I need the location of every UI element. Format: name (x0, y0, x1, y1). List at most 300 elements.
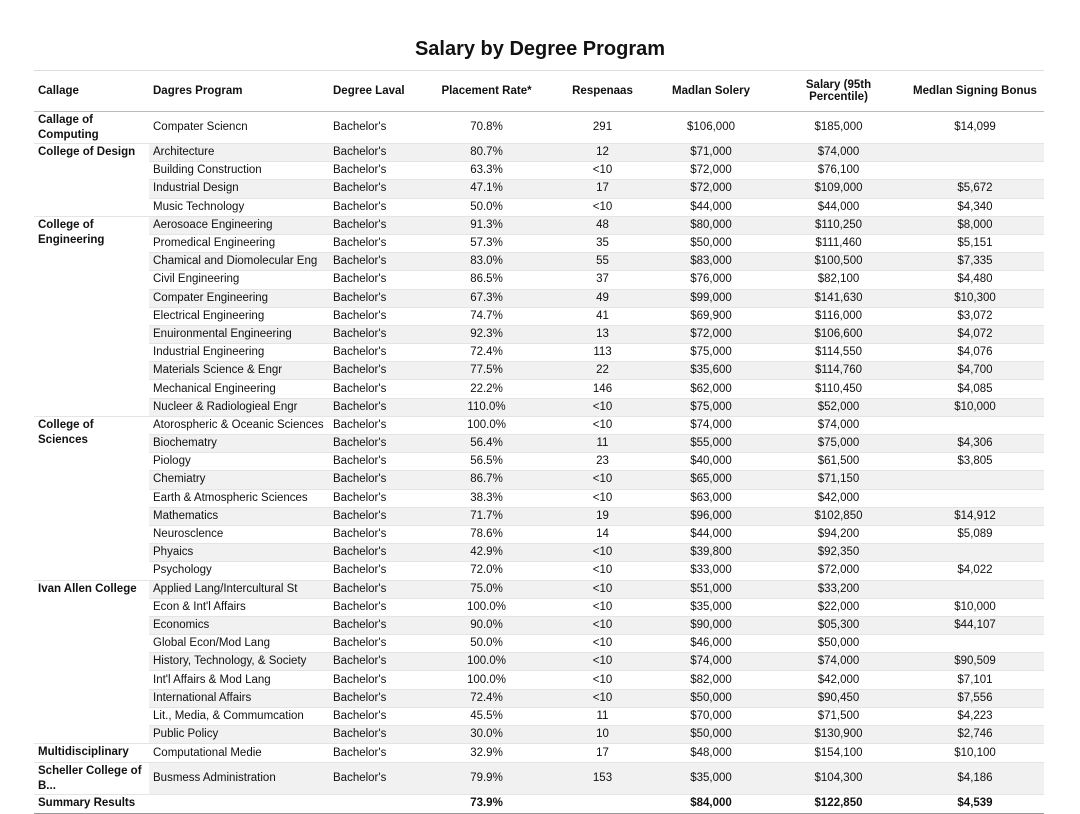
cell-95th-percentile: $61,500 (771, 453, 906, 471)
cell-placement: 100.0% (419, 598, 554, 616)
cell-college: Callage of Computing (34, 112, 149, 144)
cell-signing-bonus: $10,100 (906, 744, 1044, 763)
cell-median-salary: $71,000 (651, 144, 771, 162)
table-row (34, 707, 1044, 725)
col-header-program[interactable]: Dagres Program (149, 71, 329, 112)
cell-median-salary: $33,000 (651, 562, 771, 580)
cell-program: Nucleer & Radiologieal Engr (149, 398, 329, 416)
cell-program: Economics (149, 616, 329, 634)
cell-placement: 72.4% (419, 689, 554, 707)
cell-program: Global Econ/Mod Lang (149, 635, 329, 653)
page-title: Salary by Degree Program (414, 38, 666, 60)
table-row (34, 435, 1044, 453)
cell-placement: 77.5% (419, 362, 554, 380)
summary-responses (554, 795, 651, 813)
cell-signing-bonus (906, 580, 1044, 598)
cell-level: Bachelor's (329, 598, 419, 616)
cell-level: Bachelor's (329, 635, 419, 653)
cell-level: Bachelor's (329, 726, 419, 744)
summary-row (34, 795, 1044, 813)
cell-signing-bonus: $5,089 (906, 525, 1044, 543)
cell-level: Bachelor's (329, 489, 419, 507)
cell-program: Compater Sciencn (149, 112, 329, 144)
table-row (34, 580, 1044, 598)
cell-responses: 49 (554, 289, 651, 307)
cell-signing-bonus: $5,151 (906, 234, 1044, 252)
cell-95th-percentile: $33,200 (771, 580, 906, 598)
cell-placement: 63.3% (419, 162, 554, 180)
table-row (34, 635, 1044, 653)
cell-level: Bachelor's (329, 763, 419, 795)
cell-median-salary: $50,000 (651, 726, 771, 744)
cell-responses: 291 (554, 112, 651, 144)
cell-responses: 35 (554, 234, 651, 252)
cell-responses: <10 (554, 198, 651, 216)
cell-signing-bonus: $10,300 (906, 289, 1044, 307)
cell-median-salary: $70,000 (651, 707, 771, 725)
cell-placement: 50.0% (419, 635, 554, 653)
cell-median-salary: $76,000 (651, 271, 771, 289)
cell-signing-bonus: $3,072 (906, 307, 1044, 325)
cell-level: Bachelor's (329, 380, 419, 398)
cell-median-salary: $39,800 (651, 544, 771, 562)
cell-level: Bachelor's (329, 471, 419, 489)
cell-95th-percentile: $50,000 (771, 635, 906, 653)
cell-level: Bachelor's (329, 144, 419, 162)
cell-95th-percentile: $74,000 (771, 653, 906, 671)
cell-responses: 10 (554, 726, 651, 744)
cell-median-salary: $106,000 (651, 112, 771, 144)
cell-95th-percentile: $94,200 (771, 525, 906, 543)
cell-signing-bonus: $4,186 (906, 763, 1044, 795)
table-row (34, 398, 1044, 416)
cell-program: Earth & Atmospheric Sciences (149, 489, 329, 507)
summary-level (329, 795, 419, 813)
cell-responses: <10 (554, 580, 651, 598)
table-row (34, 653, 1044, 671)
cell-signing-bonus: $7,556 (906, 689, 1044, 707)
cell-signing-bonus: $4,072 (906, 325, 1044, 343)
cell-placement: 56.5% (419, 453, 554, 471)
summary-program (149, 795, 329, 813)
cell-program: History, Technology, & Society (149, 653, 329, 671)
cell-95th-percentile: $42,000 (771, 489, 906, 507)
table-row (34, 253, 1044, 271)
cell-program: International Affairs (149, 689, 329, 707)
cell-responses: 41 (554, 307, 651, 325)
table-row (34, 453, 1044, 471)
cell-signing-bonus (906, 635, 1044, 653)
cell-signing-bonus: $90,509 (906, 653, 1044, 671)
cell-signing-bonus: $4,340 (906, 198, 1044, 216)
table-row (34, 344, 1044, 362)
cell-level: Bachelor's (329, 253, 419, 271)
cell-median-salary: $72,000 (651, 325, 771, 343)
cell-program: Computational Medie (149, 744, 329, 763)
cell-median-salary: $65,000 (651, 471, 771, 489)
table-body (34, 112, 1044, 795)
cell-placement: 57.3% (419, 234, 554, 252)
cell-placement: 80.7% (419, 144, 554, 162)
cell-program: Atorospheric & Oceanic Sciences (149, 416, 329, 434)
cell-placement: 110.0% (419, 398, 554, 416)
table-row (34, 234, 1044, 252)
cell-program: Int'l Affairs & Mod Lang (149, 671, 329, 689)
cell-median-salary: $35,000 (651, 763, 771, 795)
table-row (34, 598, 1044, 616)
table-row (34, 507, 1044, 525)
cell-placement: 56.4% (419, 435, 554, 453)
col-header-level[interactable]: Degree Laval (329, 71, 419, 112)
cell-median-salary: $75,000 (651, 398, 771, 416)
col-header-placement[interactable]: Placement Rate* (419, 71, 554, 112)
cell-95th-percentile: $154,100 (771, 744, 906, 763)
table-row (34, 671, 1044, 689)
table-row (34, 362, 1044, 380)
cell-level: Bachelor's (329, 162, 419, 180)
cell-95th-percentile: $52,000 (771, 398, 906, 416)
cell-95th-percentile: $130,900 (771, 726, 906, 744)
col-header-signing-bonus[interactable]: Medlan Signing Bonus (906, 71, 1044, 112)
table-row (34, 144, 1044, 162)
cell-median-salary: $44,000 (651, 525, 771, 543)
cell-responses: 17 (554, 180, 651, 198)
cell-placement: 70.8% (419, 112, 554, 144)
cell-signing-bonus: $5,672 (906, 180, 1044, 198)
salary-table (34, 70, 1044, 814)
cell-95th-percentile: $110,450 (771, 380, 906, 398)
table-row (34, 180, 1044, 198)
cell-program: Materials Science & Engr (149, 362, 329, 380)
cell-program: Building Construction (149, 162, 329, 180)
cell-level: Bachelor's (329, 216, 419, 234)
cell-placement: 72.0% (419, 562, 554, 580)
cell-median-salary: $83,000 (651, 253, 771, 271)
cell-95th-percentile: $114,550 (771, 344, 906, 362)
cell-responses: 12 (554, 144, 651, 162)
cell-signing-bonus: $2,746 (906, 726, 1044, 744)
cell-program: Industrial Engineering (149, 344, 329, 362)
cell-college: College of Design (34, 144, 149, 217)
summary-median-salary: $84,000 (651, 795, 771, 813)
cell-median-salary: $62,000 (651, 380, 771, 398)
cell-signing-bonus: $14,912 (906, 507, 1044, 525)
cell-median-salary: $40,000 (651, 453, 771, 471)
cell-placement: 42.9% (419, 544, 554, 562)
cell-median-salary: $74,000 (651, 653, 771, 671)
cell-95th-percentile: $71,500 (771, 707, 906, 725)
cell-responses: 19 (554, 507, 651, 525)
cell-median-salary: $51,000 (651, 580, 771, 598)
cell-program: Neurosclence (149, 525, 329, 543)
cell-program: Mechanical Engineering (149, 380, 329, 398)
cell-95th-percentile: $05,300 (771, 616, 906, 634)
cell-level: Bachelor's (329, 671, 419, 689)
col-header-95th-percentile[interactable]: Salary (95th Percentile) (771, 71, 906, 112)
cell-program: Enuironmental Engineering (149, 325, 329, 343)
cell-responses: 13 (554, 325, 651, 343)
cell-median-salary: $50,000 (651, 689, 771, 707)
cell-signing-bonus: $4,306 (906, 435, 1044, 453)
table-row (34, 562, 1044, 580)
cell-placement: 71.7% (419, 507, 554, 525)
cell-95th-percentile: $22,000 (771, 598, 906, 616)
cell-program: Busmess Administration (149, 763, 329, 795)
cell-placement: 100.0% (419, 653, 554, 671)
col-header-college[interactable]: Callage (34, 71, 149, 112)
table-row (34, 112, 1044, 144)
cell-placement: 86.5% (419, 271, 554, 289)
cell-median-salary: $96,000 (651, 507, 771, 525)
cell-median-salary: $82,000 (651, 671, 771, 689)
cell-signing-bonus: $44,107 (906, 616, 1044, 634)
cell-signing-bonus: $4,223 (906, 707, 1044, 725)
cell-responses: <10 (554, 653, 651, 671)
cell-placement: 91.3% (419, 216, 554, 234)
table-row (34, 726, 1044, 744)
table-row (34, 616, 1044, 634)
cell-placement: 30.0% (419, 726, 554, 744)
cell-signing-bonus (906, 489, 1044, 507)
cell-level: Bachelor's (329, 398, 419, 416)
cell-placement: 78.6% (419, 525, 554, 543)
cell-program: Phyaics (149, 544, 329, 562)
cell-placement: 72.4% (419, 344, 554, 362)
cell-program: Architecture (149, 144, 329, 162)
cell-responses: <10 (554, 598, 651, 616)
col-header-median-salary[interactable]: Madlan Solery (651, 71, 771, 112)
table-row (34, 162, 1044, 180)
cell-median-salary: $75,000 (651, 344, 771, 362)
cell-signing-bonus: $8,000 (906, 216, 1044, 234)
cell-responses: <10 (554, 398, 651, 416)
cell-placement: 83.0% (419, 253, 554, 271)
cell-95th-percentile: $72,000 (771, 562, 906, 580)
cell-placement: 74.7% (419, 307, 554, 325)
cell-program: Compater Engineering (149, 289, 329, 307)
cell-level: Bachelor's (329, 707, 419, 725)
cell-median-salary: $69,900 (651, 307, 771, 325)
cell-signing-bonus: $7,335 (906, 253, 1044, 271)
cell-program: Biochematry (149, 435, 329, 453)
cell-95th-percentile: $75,000 (771, 435, 906, 453)
table-row (34, 198, 1044, 216)
cell-program: Mathematics (149, 507, 329, 525)
table-row (34, 489, 1044, 507)
cell-95th-percentile: $102,850 (771, 507, 906, 525)
cell-placement: 67.3% (419, 289, 554, 307)
cell-median-salary: $72,000 (651, 180, 771, 198)
cell-median-salary: $50,000 (651, 234, 771, 252)
cell-95th-percentile: $44,000 (771, 198, 906, 216)
cell-signing-bonus: $4,085 (906, 380, 1044, 398)
cell-responses: 23 (554, 453, 651, 471)
cell-placement: 86.7% (419, 471, 554, 489)
cell-signing-bonus: $10,000 (906, 398, 1044, 416)
cell-responses: <10 (554, 689, 651, 707)
cell-signing-bonus: $3,805 (906, 453, 1044, 471)
cell-95th-percentile: $104,300 (771, 763, 906, 795)
cell-placement: 92.3% (419, 325, 554, 343)
cell-level: Bachelor's (329, 453, 419, 471)
cell-level: Bachelor's (329, 325, 419, 343)
cell-responses: <10 (554, 671, 651, 689)
cell-college: Ivan Allen College (34, 580, 149, 744)
cell-95th-percentile: $74,000 (771, 416, 906, 434)
table-row (34, 325, 1044, 343)
cell-responses: 22 (554, 362, 651, 380)
cell-95th-percentile: $92,350 (771, 544, 906, 562)
cell-signing-bonus: $7,101 (906, 671, 1044, 689)
table-row (34, 471, 1044, 489)
cell-median-salary: $46,000 (651, 635, 771, 653)
summary-95th-percentile: $122,850 (771, 795, 906, 813)
table-row (34, 216, 1044, 234)
cell-level: Bachelor's (329, 744, 419, 763)
cell-placement: 22.2% (419, 380, 554, 398)
cell-level: Bachelor's (329, 562, 419, 580)
cell-level: Bachelor's (329, 307, 419, 325)
cell-program: Music Technology (149, 198, 329, 216)
cell-responses: <10 (554, 416, 651, 434)
cell-median-salary: $63,000 (651, 489, 771, 507)
cell-program: Chemiatry (149, 471, 329, 489)
table-row (34, 380, 1044, 398)
cell-program: Promedical Engineering (149, 234, 329, 252)
col-header-responses[interactable]: Respenaas (554, 71, 651, 112)
cell-responses: <10 (554, 544, 651, 562)
table-row (34, 544, 1044, 562)
cell-responses: 146 (554, 380, 651, 398)
cell-95th-percentile: $82,100 (771, 271, 906, 289)
cell-responses: <10 (554, 635, 651, 653)
cell-responses: 113 (554, 344, 651, 362)
summary-placement: 73.9% (419, 795, 554, 813)
summary-signing-bonus: $4,539 (906, 795, 1044, 813)
cell-program: Public Policy (149, 726, 329, 744)
table-row (34, 307, 1044, 325)
cell-level: Bachelor's (329, 689, 419, 707)
cell-95th-percentile: $100,500 (771, 253, 906, 271)
table-row (34, 689, 1044, 707)
cell-college: Scheller College of B... (34, 763, 149, 795)
cell-responses: 14 (554, 525, 651, 543)
cell-median-salary: $48,000 (651, 744, 771, 763)
cell-placement: 32.9% (419, 744, 554, 763)
cell-signing-bonus (906, 162, 1044, 180)
cell-level: Bachelor's (329, 112, 419, 144)
cell-level: Bachelor's (329, 416, 419, 434)
cell-median-salary: $55,000 (651, 435, 771, 453)
cell-placement: 100.0% (419, 671, 554, 689)
cell-signing-bonus: $4,480 (906, 271, 1044, 289)
cell-program: Aerosoace Engineering (149, 216, 329, 234)
cell-responses: <10 (554, 616, 651, 634)
cell-college: Multidisciplinary (34, 744, 149, 763)
cell-level: Bachelor's (329, 344, 419, 362)
cell-signing-bonus (906, 144, 1044, 162)
table-row (34, 416, 1044, 434)
cell-responses: <10 (554, 162, 651, 180)
cell-placement: 50.0% (419, 198, 554, 216)
cell-responses: <10 (554, 562, 651, 580)
cell-signing-bonus: $4,076 (906, 344, 1044, 362)
cell-responses: 48 (554, 216, 651, 234)
cell-median-salary: $99,000 (651, 289, 771, 307)
cell-program: Chamical and Diomolecular Eng (149, 253, 329, 271)
cell-level: Bachelor's (329, 507, 419, 525)
cell-placement: 45.5% (419, 707, 554, 725)
cell-responses: 153 (554, 763, 651, 795)
cell-95th-percentile: $141,630 (771, 289, 906, 307)
cell-placement: 79.9% (419, 763, 554, 795)
cell-placement: 75.0% (419, 580, 554, 598)
cell-signing-bonus: $4,022 (906, 562, 1044, 580)
cell-signing-bonus: $10,000 (906, 598, 1044, 616)
cell-95th-percentile: $74,000 (771, 144, 906, 162)
cell-level: Bachelor's (329, 180, 419, 198)
table-row (34, 289, 1044, 307)
cell-median-salary: $35,600 (651, 362, 771, 380)
table-row (34, 271, 1044, 289)
cell-median-salary: $80,000 (651, 216, 771, 234)
cell-95th-percentile: $109,000 (771, 180, 906, 198)
cell-95th-percentile: $42,000 (771, 671, 906, 689)
cell-responses: 37 (554, 271, 651, 289)
cell-95th-percentile: $116,000 (771, 307, 906, 325)
cell-placement: 38.3% (419, 489, 554, 507)
cell-responses: <10 (554, 489, 651, 507)
cell-median-salary: $44,000 (651, 198, 771, 216)
table-row (34, 763, 1044, 795)
cell-signing-bonus (906, 471, 1044, 489)
cell-signing-bonus (906, 544, 1044, 562)
cell-level: Bachelor's (329, 198, 419, 216)
cell-95th-percentile: $111,460 (771, 234, 906, 252)
cell-level: Bachelor's (329, 271, 419, 289)
cell-95th-percentile: $110,250 (771, 216, 906, 234)
cell-program: Psychology (149, 562, 329, 580)
cell-responses: 55 (554, 253, 651, 271)
cell-95th-percentile: $71,150 (771, 471, 906, 489)
cell-level: Bachelor's (329, 362, 419, 380)
cell-program: Piology (149, 453, 329, 471)
cell-college: College of Engineering (34, 216, 149, 416)
cell-95th-percentile: $185,000 (771, 112, 906, 144)
cell-level: Bachelor's (329, 580, 419, 598)
cell-program: Industrial Design (149, 180, 329, 198)
cell-95th-percentile: $76,100 (771, 162, 906, 180)
cell-placement: 47.1% (419, 180, 554, 198)
cell-program: Applied Lang/Intercultural St (149, 580, 329, 598)
cell-level: Bachelor's (329, 653, 419, 671)
cell-responses: 11 (554, 707, 651, 725)
cell-95th-percentile: $90,450 (771, 689, 906, 707)
cell-program: Econ & Int'l Affairs (149, 598, 329, 616)
cell-placement: 100.0% (419, 416, 554, 434)
cell-college: College of Sciences (34, 416, 149, 580)
cell-level: Bachelor's (329, 525, 419, 543)
table-row (34, 525, 1044, 543)
cell-95th-percentile: $106,600 (771, 325, 906, 343)
summary-label: Summary Results (34, 795, 149, 813)
cell-program: Electrical Engineering (149, 307, 329, 325)
cell-placement: 90.0% (419, 616, 554, 634)
cell-level: Bachelor's (329, 544, 419, 562)
cell-signing-bonus (906, 416, 1044, 434)
cell-95th-percentile: $114,760 (771, 362, 906, 380)
cell-median-salary: $72,000 (651, 162, 771, 180)
